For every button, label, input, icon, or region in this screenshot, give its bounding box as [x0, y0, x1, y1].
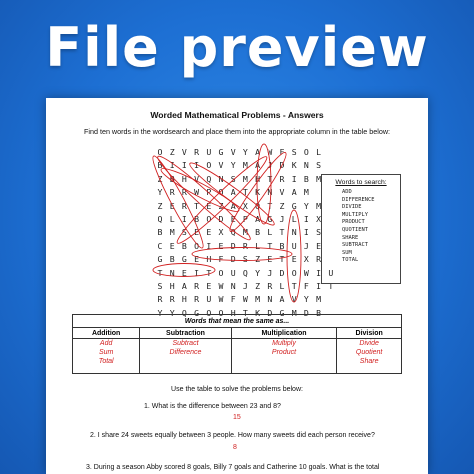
grid-letter: Z	[169, 147, 175, 157]
grid-letter: Y	[255, 267, 261, 278]
grid-letter: B	[181, 240, 187, 251]
grid-letter: P	[242, 214, 248, 224]
header-division: Division	[337, 328, 402, 339]
grid-letter: Z	[157, 173, 163, 184]
answer-word: Difference	[169, 349, 202, 356]
words-to-search-box	[321, 174, 401, 284]
grid-letter: R	[169, 294, 175, 305]
grid-letter: J	[279, 214, 285, 224]
grid-letter: T	[242, 187, 248, 198]
grid-letter: F	[218, 254, 224, 265]
question-2: 2. I share 24 sweets equally between 3 people. How many sweets did each person receive?	[90, 432, 375, 439]
grid-letter: A	[230, 187, 236, 198]
grid-letter: Q	[157, 214, 163, 224]
grid-letter: G	[181, 254, 187, 265]
grid-letter: E	[206, 227, 212, 238]
grid-letter: V	[291, 294, 297, 305]
grid-letter: U	[206, 147, 212, 157]
grid-letter: R	[169, 187, 175, 198]
grid-letter: S	[316, 160, 322, 171]
grid-letter: U	[328, 267, 334, 278]
grid-letter: O	[291, 267, 297, 278]
grid-letter: G	[157, 254, 163, 265]
word-item: SUBTRACT	[342, 242, 368, 249]
grid-letter: B	[157, 160, 163, 171]
grid-letter: B	[279, 240, 285, 251]
grid-letter: M	[242, 173, 248, 184]
grid-letter: L	[279, 281, 285, 291]
header-subtraction: Subtraction	[140, 328, 231, 339]
grid-letter: O	[206, 307, 212, 318]
grid-letter: O	[218, 307, 224, 318]
grid-letter: U	[206, 294, 212, 305]
grid-letter: A	[230, 200, 236, 211]
grid-letter: V	[194, 173, 200, 184]
grid-letter: E	[206, 281, 212, 291]
grid-letter: X	[316, 214, 322, 224]
division-cell	[337, 339, 402, 374]
grid-letter: B	[157, 227, 163, 238]
grid-letter: G	[267, 214, 273, 224]
grid-letter: K	[255, 187, 261, 198]
answer-word: Quotient	[355, 349, 383, 356]
grid-letter: Z	[255, 254, 261, 265]
grid-letter: V	[181, 147, 187, 157]
worksheet-page	[46, 98, 428, 474]
grid-letter: H	[169, 281, 175, 291]
grid-letter: E	[206, 200, 212, 211]
grid-letter: Y	[230, 160, 236, 171]
grid-letter: S	[316, 227, 322, 238]
grid-letter: B	[169, 173, 175, 184]
grid-letter: D	[218, 214, 224, 224]
grid-letter: G	[279, 307, 285, 318]
grid-letter: W	[267, 147, 273, 157]
grid-letter: M	[316, 294, 322, 305]
grid-letter: W	[242, 294, 248, 305]
grid-letter: O	[206, 160, 212, 171]
grid-letter: D	[303, 307, 309, 318]
grid-letter: T	[291, 281, 297, 291]
grid-letter: M	[169, 227, 175, 238]
category-table	[72, 314, 402, 374]
grid-letter: X	[303, 254, 309, 265]
grid-letter: Z	[218, 200, 224, 211]
table-header-row	[73, 328, 402, 339]
grid-letter: E	[230, 214, 236, 224]
grid-letter: T	[279, 254, 285, 265]
word-item: DIFFERENCE	[342, 196, 375, 203]
grid-letter: I	[206, 240, 212, 251]
grid-letter: Y	[157, 187, 163, 198]
grid-letter: O	[157, 147, 163, 157]
grid-letter: T	[279, 227, 285, 238]
grid-letter: I	[291, 173, 297, 184]
grid-letter: Y	[303, 294, 309, 305]
grid-letter: Z	[255, 281, 261, 291]
table-answer-row	[73, 339, 402, 374]
grid-letter: B	[316, 307, 322, 318]
grid-letter: K	[255, 307, 261, 318]
subtraction-cell	[140, 339, 231, 374]
grid-letter: I	[194, 267, 200, 278]
grid-letter: L	[169, 214, 175, 224]
grid-letter: W	[194, 187, 200, 198]
table-caption: Words that mean the same as...	[73, 315, 402, 328]
grid-letter: T	[328, 281, 334, 291]
grid-letter: Q	[242, 267, 248, 278]
grid-letter: J	[267, 160, 273, 171]
grid-letter: J	[303, 240, 309, 251]
problems-instructions: Use the table to solve the problems below:	[171, 386, 303, 393]
grid-letter: U	[230, 267, 236, 278]
grid-letter: E	[169, 240, 175, 251]
grid-letter: O	[206, 214, 212, 224]
grid-letter: N	[303, 160, 309, 171]
answer-word: Product	[271, 349, 297, 356]
answer-word: Subtract	[172, 340, 199, 347]
grid-letter: L	[267, 227, 273, 238]
grid-letter: I	[169, 160, 175, 171]
grid-letter: K	[291, 160, 297, 171]
grid-letter: I	[303, 214, 309, 224]
answer-word: Share	[359, 358, 379, 365]
grid-letter: M	[316, 173, 322, 184]
grid-letter: A	[255, 160, 261, 171]
grid-letter: Y	[169, 307, 175, 318]
word-item: TOTAL	[342, 257, 359, 264]
grid-letter: W	[218, 281, 224, 291]
grid-letter: G	[291, 200, 297, 211]
grid-letter: J	[267, 267, 273, 278]
grid-letter: N	[267, 294, 273, 305]
grid-letter: I	[303, 227, 309, 238]
word-item: SUM	[342, 249, 352, 256]
grid-letter: R	[181, 200, 187, 211]
grid-letter: Q	[181, 307, 187, 318]
grid-letter: A	[255, 214, 261, 224]
grid-letter: R	[267, 281, 273, 291]
grid-letter: D	[267, 307, 273, 318]
grid-letter: Y	[303, 200, 309, 211]
grid-letter: L	[316, 147, 322, 157]
grid-letter: S	[181, 227, 187, 238]
word-item: ADD	[342, 189, 352, 195]
word-item: SHARE	[342, 234, 359, 241]
grid-letter: W	[303, 267, 309, 278]
grid-letter: D	[230, 240, 236, 251]
grid-letter: E	[291, 254, 297, 265]
grid-letter: D	[230, 254, 236, 265]
grid-letter: G	[218, 147, 224, 157]
grid-letter: E	[194, 227, 200, 238]
grid-letter: D	[279, 160, 285, 171]
grid-letter: B	[169, 254, 175, 265]
grid-letter: X	[242, 200, 248, 211]
grid-letter: G	[194, 307, 200, 318]
grid-letter: O	[194, 240, 200, 251]
grid-letter: T	[267, 200, 273, 211]
words-box-title: Words to search:	[335, 179, 387, 186]
grid-letter: T	[267, 173, 273, 184]
grid-letter: I	[316, 267, 322, 278]
grid-letter: R	[194, 281, 200, 291]
grid-letter: E	[181, 267, 187, 278]
grid-letter: L	[291, 214, 297, 224]
grid-letter: I	[316, 281, 322, 291]
grid-letter: R	[242, 240, 248, 251]
grid-letter: E	[218, 240, 224, 251]
header-multiplication: Multiplication	[231, 328, 337, 339]
answer-word: Add	[99, 340, 113, 347]
answer-word: Sum	[98, 349, 114, 356]
grid-letter: T	[194, 200, 200, 211]
grid-letter: S	[230, 173, 236, 184]
grid-letter: Q	[255, 200, 261, 211]
grid-letter: W	[218, 294, 224, 305]
grid-letter: O	[218, 267, 224, 278]
grid-letter: A	[279, 294, 285, 305]
grid-letter: M	[303, 187, 309, 198]
grid-letter: A	[181, 281, 187, 291]
grid-letter: X	[218, 227, 224, 238]
grid-letter: Y	[242, 147, 248, 157]
grid-letter: J	[242, 281, 248, 291]
grid-letter: T	[206, 267, 212, 278]
grid-letter: U	[291, 240, 297, 251]
grid-letter: Y	[157, 307, 163, 318]
grid-letter: F	[230, 294, 236, 305]
grid-letter: P	[206, 187, 212, 198]
grid-letter: E	[267, 254, 273, 265]
grid-letter: B	[255, 227, 261, 238]
answer-2: 8	[233, 444, 237, 451]
grid-letter: S	[291, 147, 297, 157]
grid-letter: R	[316, 254, 322, 265]
grid-letter: M	[291, 307, 297, 318]
grid-letter: M	[242, 227, 248, 238]
answer-1: 15	[233, 414, 241, 421]
grid-letter: V	[279, 187, 285, 198]
grid-letter: E	[194, 254, 200, 265]
words-list	[322, 189, 400, 265]
grid-letter: I	[181, 214, 187, 224]
grid-letter: H	[255, 173, 261, 184]
grid-letter: Q	[230, 227, 236, 238]
grid-letter: Q	[218, 187, 224, 198]
grid-letter: Z	[279, 200, 285, 211]
grid-letter: R	[194, 147, 200, 157]
grid-letter: O	[303, 147, 309, 157]
grid-letter: R	[194, 294, 200, 305]
grid-letter: Z	[157, 200, 163, 211]
grid-letter: C	[157, 240, 163, 251]
grid-letter: A	[255, 147, 261, 157]
grid-letter: H	[206, 254, 212, 265]
grid-letter: F	[279, 147, 285, 157]
worksheet-title: Worded Mathematical Problems - Answers	[150, 110, 324, 120]
grid-letter: N	[230, 281, 236, 291]
grid-letter: V	[230, 147, 236, 157]
word-item: PRODUCT	[342, 219, 365, 226]
worksheet-instructions: Find ten words in the wordsearch and place them into the appropriate column in the table below:	[83, 127, 391, 136]
grid-letter: Q	[206, 173, 212, 184]
file-preview-banner: File preview	[45, 16, 429, 79]
addition-cell	[73, 339, 140, 374]
word-item: DIVIDE	[342, 204, 362, 211]
grid-letter: S	[157, 281, 163, 291]
grid-letter: R	[181, 187, 187, 198]
grid-letter: M	[316, 200, 322, 211]
multiplication-cell	[231, 339, 337, 374]
grid-letter: N	[169, 267, 175, 278]
grid-letter: R	[157, 294, 163, 305]
grid-letter: T	[267, 240, 273, 251]
grid-letter: E	[316, 240, 322, 251]
grid-letter: S	[242, 254, 248, 265]
grid-letter: H	[181, 294, 187, 305]
grid-letter: F	[303, 281, 309, 291]
question-3: 3. During a season Abby scored 8 goals, Billy 7 goals and Catherine 10 goals. What is the total	[86, 464, 380, 471]
grid-letter: M	[255, 294, 261, 305]
grid-letter: N	[218, 173, 224, 184]
grid-letter: A	[291, 187, 297, 198]
grid-letter: H	[181, 173, 187, 184]
word-item: QUOTIENT	[342, 226, 368, 233]
grid-letter: I	[194, 160, 200, 171]
grid-letter: N	[267, 187, 273, 198]
grid-letter: T	[157, 267, 163, 278]
grid-letter: I	[181, 160, 187, 171]
grid-letter: D	[279, 267, 285, 278]
answer-word: Multiply	[272, 340, 296, 347]
grid-letter: V	[218, 160, 224, 171]
grid-letter: L	[255, 240, 261, 251]
grid-letter: N	[291, 227, 297, 238]
answer-word: Divide	[359, 340, 379, 347]
grid-letter: B	[194, 214, 200, 224]
question-1: 1. What is the difference between 23 and 8?	[144, 403, 281, 410]
answer-word: Total	[98, 358, 114, 365]
word-item: MULTIPLY	[342, 211, 368, 218]
grid-letter: E	[169, 200, 175, 211]
grid-letter: B	[303, 173, 309, 184]
header-addition: Addition	[73, 328, 140, 339]
grid-letter: H	[230, 307, 236, 318]
grid-letter: M	[242, 160, 248, 171]
grid-letter: T	[242, 307, 248, 318]
grid-letter: R	[279, 173, 285, 184]
